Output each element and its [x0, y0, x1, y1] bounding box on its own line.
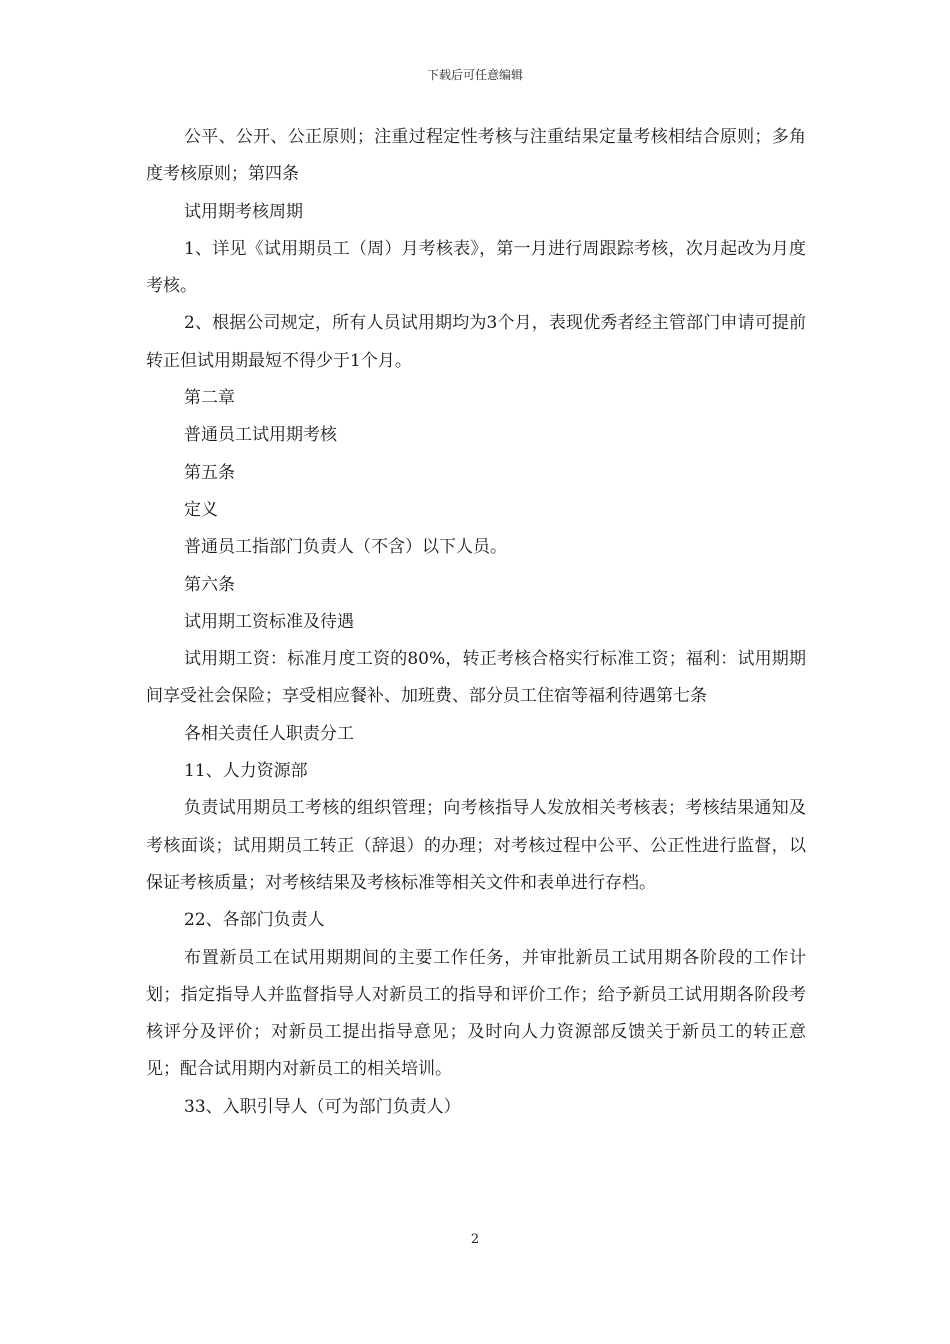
- page-number: 2: [470, 1232, 480, 1247]
- paragraph: 1、详见《试用期员工（周）月考核表》，第一月进行周跟踪考核，次月起改为月度考核。: [146, 238, 806, 297]
- paragraph: 2、根据公司规定，所有人员试用期均为3个月，表现优秀者经主管部门申请可提前转正但试用期最短不得少于1个月。: [146, 313, 806, 371]
- article-heading: 第五条: [184, 462, 235, 483]
- article-title: 定义: [184, 499, 218, 520]
- paragraph: 公平、公开、公正原则；注重过程定性考核与注重结果定量考核相结合原则；多角度考核原则；第四条: [146, 127, 806, 185]
- article-heading: 第六条: [184, 574, 235, 595]
- chapter-heading: 第二章: [184, 388, 235, 409]
- article-title: 试用期工资标准及待遇: [184, 611, 354, 632]
- paragraph: 普通员工指部门负责人（不含）以下人员。: [184, 537, 507, 558]
- chapter-title: 普通员工试用期考核: [184, 425, 337, 446]
- section-heading: 33、入职引导人（可为部门负责人）: [184, 1096, 461, 1117]
- document-body: [146, 119, 806, 1126]
- page-header: 下载后可任意编辑: [426, 68, 523, 82]
- paragraph: 负责试用期员工考核的组织管理；向考核指导人发放相关考核表；考核结果通知及考核面谈；试用期员工转正（辞退）的办理；对考核过程中公平、公正性进行监督，以保证考核质量；对考核结果及考核标准等相关文件和表单进行存档。: [146, 798, 806, 893]
- paragraph: 布置新员工在试用期期间的主要工作任务，并审批新员工试用期各阶段的工作计划；指定指导人并监督指导人对新员工的指导和评价工作；给予新员工试用期各阶段考核评分及评价；对新员工提出指导意见；及时向人力资源部反馈关于新员工的转正意见；配合试用期内对新员工的相关培训。: [146, 947, 806, 1080]
- section-heading: 11、人力资源部: [184, 761, 308, 782]
- paragraph: 试用期工资：标准月度工资的80%，转正考核合格实行标准工资；福利：试用期期间享受社会保险；享受相应餐补、加班费、部分员工住宿等福利待遇第七条: [146, 649, 806, 707]
- article-title: 试用期考核周期: [184, 201, 303, 222]
- section-heading: 22、各部门负责人: [184, 910, 325, 931]
- article-title: 各相关责任人职责分工: [184, 723, 354, 744]
